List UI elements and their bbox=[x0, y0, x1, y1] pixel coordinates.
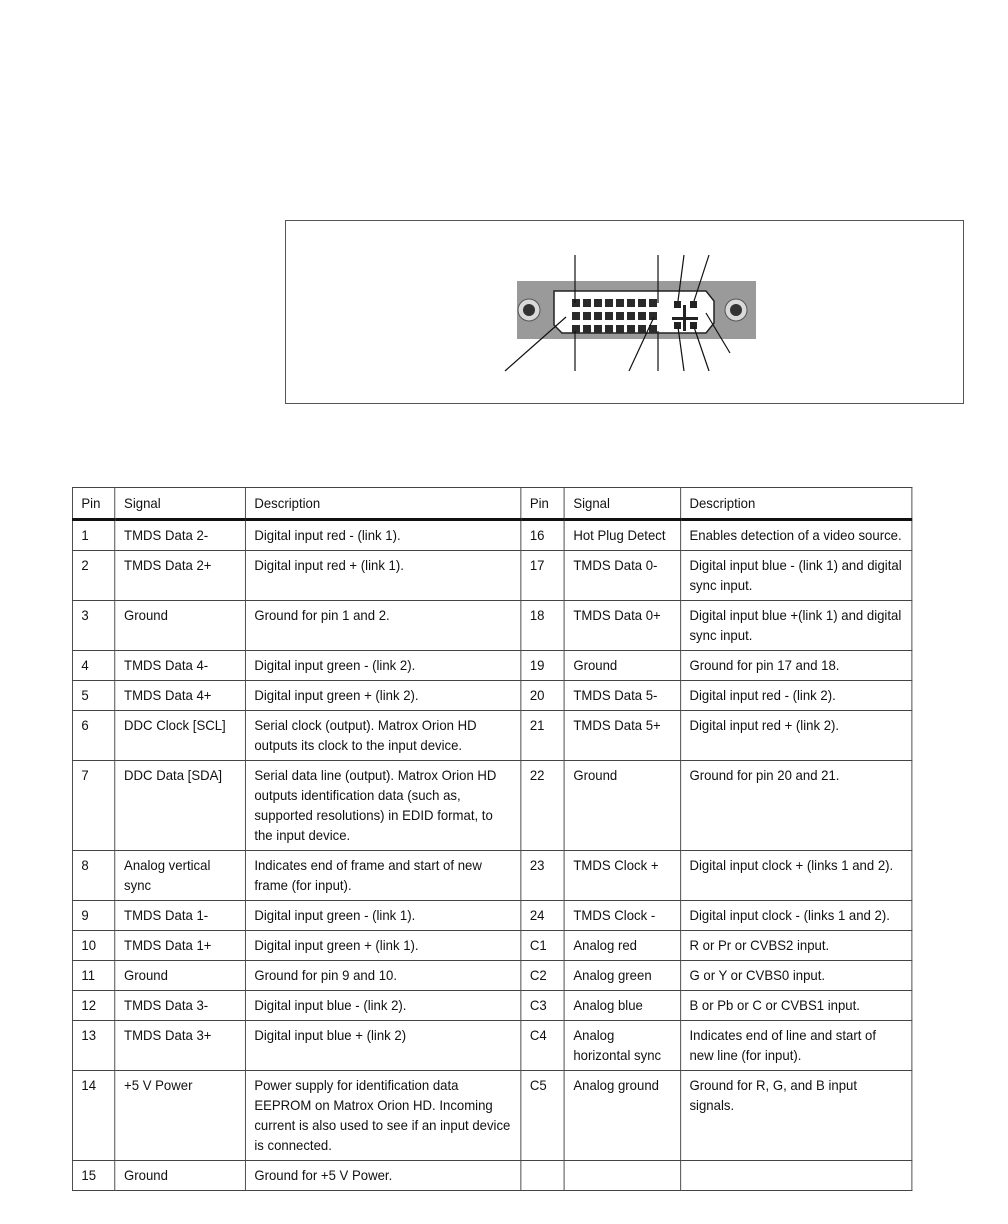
signal-cell: TMDS Data 1- bbox=[115, 901, 245, 931]
description-cell: Ground for pin 1 and 2. bbox=[245, 601, 521, 651]
description-cell: B or Pb or C or CVBS1 input. bbox=[681, 991, 912, 1021]
description-cell: Indicates end of frame and start of new frame (for input). bbox=[245, 851, 521, 901]
description-cell: Ground for pin 17 and 18. bbox=[681, 651, 912, 681]
signal-cell: TMDS Data 4- bbox=[115, 651, 245, 681]
signal-cell: DDC Clock [SCL] bbox=[115, 711, 245, 761]
pin-cell: 2 bbox=[72, 551, 115, 601]
description-cell: Indicates end of line and start of new line (for input). bbox=[681, 1021, 912, 1071]
pin-cell: 15 bbox=[72, 1161, 115, 1191]
signal-cell: TMDS Data 0+ bbox=[564, 601, 680, 651]
digital-contact bbox=[649, 299, 657, 307]
pin-cell: 12 bbox=[72, 991, 115, 1021]
signal-cell: Ground bbox=[564, 761, 680, 851]
signal-cell: TMDS Data 3+ bbox=[115, 1021, 245, 1071]
digital-contact bbox=[638, 299, 646, 307]
description-cell: Ground for R, G, and B input signals. bbox=[681, 1071, 912, 1161]
pin-cell: 22 bbox=[521, 761, 565, 851]
digital-contact bbox=[627, 325, 635, 333]
description-cell: G or Y or CVBS0 input. bbox=[681, 961, 912, 991]
pin-cell: 11 bbox=[72, 961, 115, 991]
description-cell: Digital input blue - (link 2). bbox=[245, 991, 521, 1021]
signal-cell: Analog vertical sync bbox=[115, 851, 245, 901]
signal-cell bbox=[564, 1161, 680, 1191]
table-row bbox=[72, 681, 911, 711]
signal-cell: TMDS Data 1+ bbox=[115, 931, 245, 961]
pin-cell bbox=[521, 1161, 565, 1191]
pin-cell: 4 bbox=[72, 651, 115, 681]
table-row bbox=[72, 761, 911, 851]
pin-cell: C1 bbox=[521, 931, 565, 961]
signal-cell: TMDS Clock - bbox=[564, 901, 680, 931]
header-signal-2: Signal bbox=[564, 488, 680, 520]
description-cell: Digital input red - (link 1). bbox=[245, 520, 521, 551]
signal-cell: Hot Plug Detect bbox=[564, 520, 680, 551]
digital-contact bbox=[638, 325, 646, 333]
signal-cell: Analog blue bbox=[564, 991, 680, 1021]
description-cell: Serial clock (output). Matrox Orion HD outputs its clock to the input device. bbox=[245, 711, 521, 761]
signal-cell: TMDS Data 2+ bbox=[115, 551, 245, 601]
signal-cell: TMDS Data 3- bbox=[115, 991, 245, 1021]
pin-cell: C3 bbox=[521, 991, 565, 1021]
description-cell: Digital input blue +(link 1) and digital sync input. bbox=[681, 601, 912, 651]
table-row bbox=[72, 520, 911, 551]
signal-cell: DDC Data [SDA] bbox=[115, 761, 245, 851]
pin-cell: 24 bbox=[521, 901, 565, 931]
analog-contact-c4 bbox=[690, 322, 697, 329]
signal-cell: TMDS Data 2- bbox=[115, 520, 245, 551]
digital-contact bbox=[627, 312, 635, 320]
digital-contact bbox=[583, 299, 591, 307]
table-row bbox=[72, 991, 911, 1021]
left-screw-hole bbox=[518, 299, 540, 321]
table-row bbox=[72, 931, 911, 961]
description-cell: Serial data line (output). Matrox Orion HD outputs identification data (such as, supported resolutions) in EDID format, to the input device. bbox=[245, 761, 521, 851]
analog-contact-c3 bbox=[674, 322, 681, 329]
analog-contact-c2 bbox=[690, 301, 697, 308]
pin-cell: 5 bbox=[72, 681, 115, 711]
signal-cell: Ground bbox=[115, 601, 245, 651]
signal-cell: TMDS Data 4+ bbox=[115, 681, 245, 711]
table-row bbox=[72, 551, 911, 601]
signal-cell: Analog green bbox=[564, 961, 680, 991]
description-cell: Digital input red - (link 2). bbox=[681, 681, 912, 711]
description-cell: Digital input red + (link 1). bbox=[245, 551, 521, 601]
pin-cell: C4 bbox=[521, 1021, 565, 1071]
description-cell: Digital input blue + (link 2) bbox=[245, 1021, 521, 1071]
digital-contact bbox=[572, 325, 580, 333]
table-row bbox=[72, 711, 911, 761]
digital-contact bbox=[616, 299, 624, 307]
header-description: Description bbox=[245, 488, 521, 520]
signal-cell: Analog red bbox=[564, 931, 680, 961]
analog-contact-c1 bbox=[674, 301, 681, 308]
table-row bbox=[72, 901, 911, 931]
table-body bbox=[72, 520, 911, 1191]
digital-contact bbox=[616, 312, 624, 320]
pin-assignment-table bbox=[72, 487, 912, 1191]
signal-cell: Ground bbox=[115, 1161, 245, 1191]
digital-contact bbox=[605, 325, 613, 333]
pin-cell: 21 bbox=[521, 711, 565, 761]
digital-contact bbox=[638, 312, 646, 320]
pin-cell: 23 bbox=[521, 851, 565, 901]
pin-cell: 8 bbox=[72, 851, 115, 901]
signal-cell: +5 V Power bbox=[115, 1071, 245, 1161]
signal-cell: Analog ground bbox=[564, 1071, 680, 1161]
pin-cell: 3 bbox=[72, 601, 115, 651]
pin-cell: 9 bbox=[72, 901, 115, 931]
right-screw-hole bbox=[725, 299, 747, 321]
pin-cell: C5 bbox=[521, 1071, 565, 1161]
table-row bbox=[72, 961, 911, 991]
signal-cell: Analog horizontal sync bbox=[564, 1021, 680, 1071]
pin-cell: 14 bbox=[72, 1071, 115, 1161]
pin-cell: 17 bbox=[521, 551, 565, 601]
table-row bbox=[72, 601, 911, 651]
description-cell bbox=[681, 1161, 912, 1191]
digital-contact bbox=[572, 299, 580, 307]
pin-cell: 13 bbox=[72, 1021, 115, 1071]
header-description-2: Description bbox=[681, 488, 912, 520]
description-cell: Enables detection of a video source. bbox=[681, 520, 912, 551]
digital-contact bbox=[605, 312, 613, 320]
description-cell: Digital input green - (link 2). bbox=[245, 651, 521, 681]
signal-cell: TMDS Data 5- bbox=[564, 681, 680, 711]
description-cell: R or Pr or CVBS2 input. bbox=[681, 931, 912, 961]
connector-figure bbox=[285, 220, 964, 404]
description-cell: Power supply for identification data EEPROM on Matrox Orion HD. Incoming current is also used to see if an input device is connected. bbox=[245, 1071, 521, 1161]
signal-cell: Ground bbox=[564, 651, 680, 681]
signal-cell: TMDS Data 5+ bbox=[564, 711, 680, 761]
digital-contact bbox=[594, 312, 602, 320]
pin-cell: C2 bbox=[521, 961, 565, 991]
header-pin-2: Pin bbox=[521, 488, 565, 520]
pin-cell: 19 bbox=[521, 651, 565, 681]
signal-cell: TMDS Clock + bbox=[564, 851, 680, 901]
description-cell: Digital input clock - (links 1 and 2). bbox=[681, 901, 912, 931]
digital-contact bbox=[616, 325, 624, 333]
table-row bbox=[72, 1161, 911, 1191]
pin-cell: 7 bbox=[72, 761, 115, 851]
description-cell: Ground for pin 20 and 21. bbox=[681, 761, 912, 851]
table-row bbox=[72, 851, 911, 901]
description-cell: Ground for +5 V Power. bbox=[245, 1161, 521, 1191]
description-cell: Ground for pin 9 and 10. bbox=[245, 961, 521, 991]
description-cell: Digital input red + (link 2). bbox=[681, 711, 912, 761]
description-cell: Digital input green + (link 2). bbox=[245, 681, 521, 711]
description-cell: Digital input clock + (links 1 and 2). bbox=[681, 851, 912, 901]
dvi-connector-diagram bbox=[286, 221, 965, 405]
digital-contact bbox=[594, 299, 602, 307]
description-cell: Digital input green + (link 1). bbox=[245, 931, 521, 961]
digital-contact bbox=[583, 312, 591, 320]
header-signal: Signal bbox=[115, 488, 245, 520]
pin-cell: 6 bbox=[72, 711, 115, 761]
table-row bbox=[72, 1071, 911, 1161]
signal-cell: Ground bbox=[115, 961, 245, 991]
pin-cell: 10 bbox=[72, 931, 115, 961]
digital-contact bbox=[594, 325, 602, 333]
digital-contact bbox=[572, 312, 580, 320]
pin-cell: 16 bbox=[521, 520, 565, 551]
pin-cell: 18 bbox=[521, 601, 565, 651]
signal-cell: TMDS Data 0- bbox=[564, 551, 680, 601]
table-row bbox=[72, 651, 911, 681]
pin-cell: 20 bbox=[521, 681, 565, 711]
table-header-row bbox=[72, 488, 911, 520]
digital-contact bbox=[583, 325, 591, 333]
digital-contact bbox=[605, 299, 613, 307]
header-pin: Pin bbox=[72, 488, 115, 520]
description-cell: Digital input green - (link 1). bbox=[245, 901, 521, 931]
pin-cell: 1 bbox=[72, 520, 115, 551]
table-row bbox=[72, 1021, 911, 1071]
digital-contact bbox=[627, 299, 635, 307]
description-cell: Digital input blue - (link 1) and digital sync input. bbox=[681, 551, 912, 601]
